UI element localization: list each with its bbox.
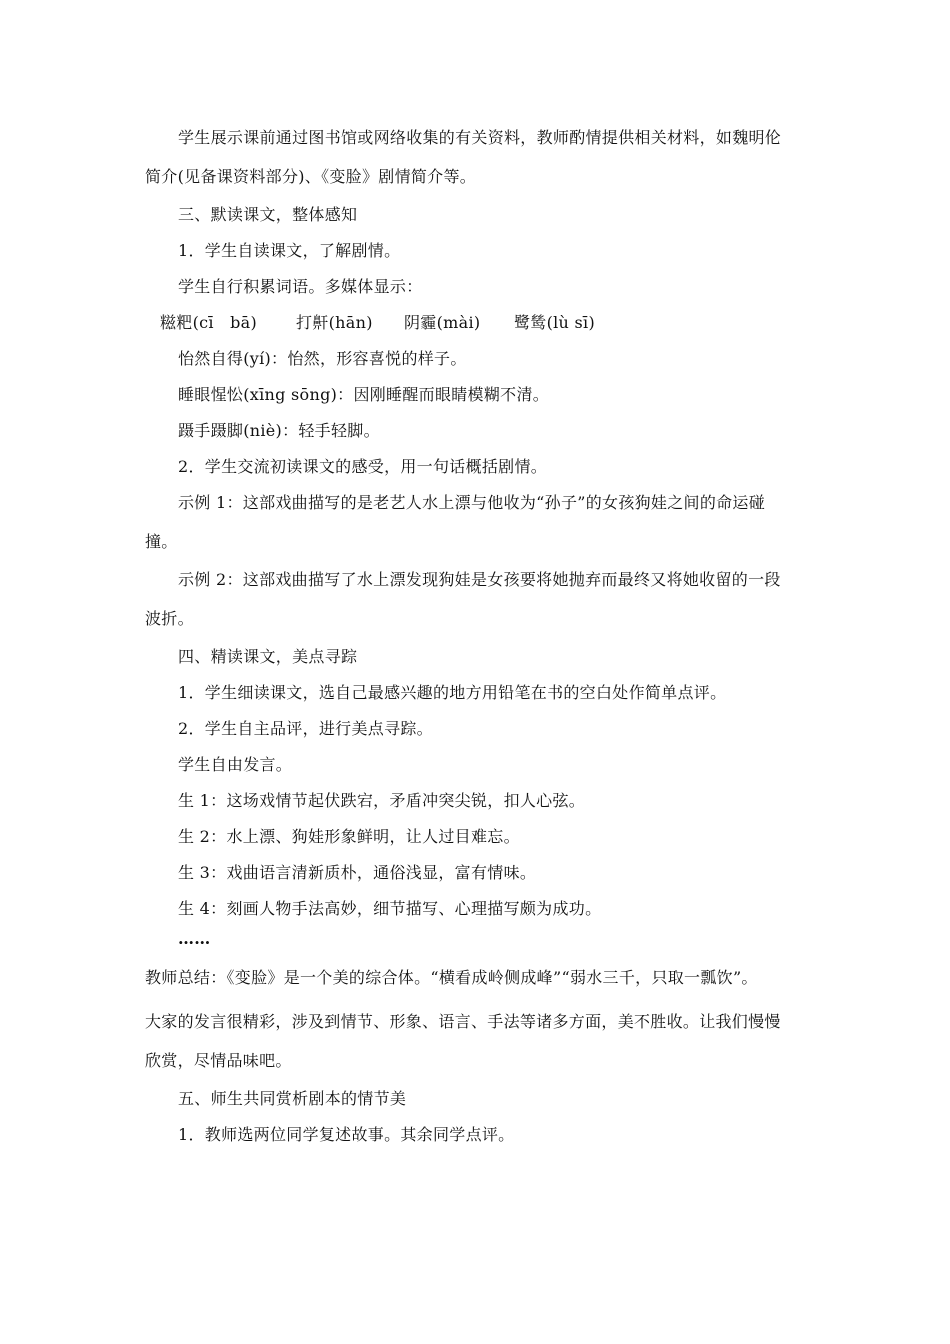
vocab-intro: 学生自行积累词语。多媒体显示： [178,277,423,296]
student-comment-2: 生 2：水上漂、狗娃形象鲜明，让人过目难忘。 [178,827,520,846]
definition-3: 蹑手蹑脚(niè)：轻手轻脚。 [178,421,380,440]
student-comment-4: 生 4：刻画人物手法高妙，细节描写、心理描写颇为成功。 [178,899,602,918]
vocab-item: 糍粑(cī bā) [160,313,258,332]
example-2-line2: 波折。 [145,609,194,628]
example-1-line1: 示例 1：这部戏曲描写的是老艺人水上漂与他收为“孙子”的女孩狗娃之间的命运碰 [178,493,766,512]
section-heading-3: 三、默读课文，整体感知 [178,205,358,224]
student-comment-1: 生 1：这场戏情节起伏跌宕，矛盾冲突尖锐，扣人心弦。 [178,791,586,810]
example-1-line2: 撞。 [145,532,178,551]
teacher-summary-line3: 欣赏，尽情品味吧。 [145,1051,292,1070]
paragraph-intro-line1: 学生展示课前通过图书馆或网络收集的有关资料，教师酌情提供相关材料，如魏明伦 [178,128,782,147]
vocab-item: 打鼾(hān) [296,313,373,332]
section-heading-4: 四、精读课文，美点寻踪 [178,647,358,666]
step-4-2: 2．学生自主品评，进行美点寻踪。 [178,719,433,738]
ellipsis: …… [178,929,211,948]
vocab-item: 鹭鸶(lù sī) [514,313,596,332]
teacher-summary-line1: 教师总结：《变脸》是一个美的综合体。“横看成岭侧成峰”“弱水三千，只取一瓢饮”。 [145,968,758,987]
example-2-line1: 示例 2：这部戏曲描写了水上漂发现狗娃是女孩要将她抛弃而最终又将她收留的一段 [178,570,781,589]
step-4-1: 1．学生细读课文，选自己最感兴趣的地方用铅笔在书的空白处作简单点评。 [178,683,727,702]
definition-2: 睡眼惺忪(xīng sōng)：因刚睡醒而眼睛模糊不清。 [178,385,550,404]
vocab-list [160,313,595,333]
step-3-1: 1．学生自读课文，了解剧情。 [178,241,401,260]
vocab-item: 阴霾(mài) [404,313,481,332]
student-comment-3: 生 3：戏曲语言清新质朴，通俗浅显，富有情味。 [178,863,537,882]
paragraph-intro-line2: 简介(见备课资料部分)、《变脸》剧情简介等。 [145,167,477,186]
teacher-summary-line2: 大家的发言很精彩，涉及到情节、形象、语言、手法等诸多方面，美不胜收。让我们慢慢 [145,1012,781,1031]
free-speech: 学生自由发言。 [178,755,293,774]
definition-1: 怡然自得(yí)：怡然，形容喜悦的样子。 [178,349,467,368]
section-heading-5: 五、师生共同赏析剧本的情节美 [178,1089,407,1108]
step-5-1: 1．教师选两位同学复述故事。其余同学点评。 [178,1125,515,1144]
step-3-2: 2．学生交流初读课文的感受，用一句话概括剧情。 [178,457,548,476]
